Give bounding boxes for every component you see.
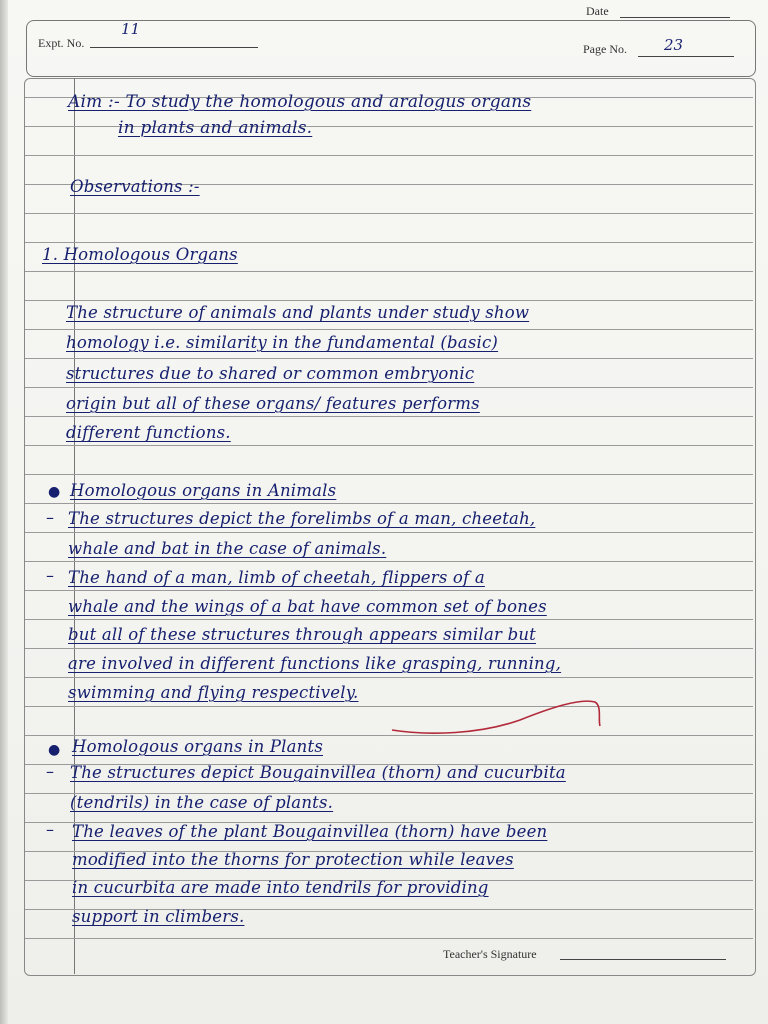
ruled-line [25, 648, 753, 649]
observations-heading: Observations :- [70, 177, 200, 196]
ruled-line [25, 271, 753, 272]
red-check-mark [390, 690, 610, 740]
page-label: Page No. [583, 42, 627, 56]
ruled-line [25, 619, 753, 620]
animals-line: are involved in different functions like grasping, running, [68, 654, 562, 673]
animals-line: The hand of a man, limb of cheetah, flippers of a [68, 568, 485, 587]
animals-line: but all of these structures through appears similar but [68, 625, 536, 644]
ruled-line [25, 474, 753, 475]
ruled-line [25, 387, 753, 388]
ruled-line [25, 590, 753, 591]
ruled-line [25, 532, 753, 533]
section-heading-homologous: 1. Homologous Organs [42, 245, 238, 264]
intro-line: different functions. [66, 423, 231, 442]
dash-icon: – [46, 508, 54, 527]
animals-line: whale and the wings of a bat have common set of bones [68, 597, 547, 616]
ruled-line [25, 503, 753, 504]
aim-line-2: in plants and animals. [118, 118, 313, 138]
ruled-line [25, 561, 753, 562]
bullet-icon: ● [48, 484, 61, 500]
plants-line: modified into the thorns for protection while leaves [72, 850, 514, 869]
intro-line: homology i.e. similarity in the fundamental (basic) [66, 333, 499, 352]
ruled-line [25, 242, 753, 243]
teacher-signature-label: Teacher's Signature [443, 947, 537, 961]
ruled-line [25, 329, 753, 330]
ruled-line [25, 735, 753, 736]
ruled-line [25, 416, 753, 417]
aim-line-1: Aim :- To study the homologous and aralogus organs [68, 92, 532, 112]
intro-line: structures due to shared or common embryonic [66, 364, 475, 383]
intro-line: origin but all of these organs/ features performs [66, 394, 480, 413]
page-value: 23 [664, 36, 684, 54]
plants-line: (tendrils) in the case of plants. [70, 793, 334, 812]
intro-line: The structure of animals and plants under study show [66, 303, 530, 322]
animals-line: whale and bat in the case of animals. [68, 539, 387, 558]
animals-line: swimming and flying respectively. [68, 683, 359, 702]
ruled-line [25, 300, 753, 301]
dash-icon: – [46, 566, 54, 585]
page-binding-edge [0, 0, 8, 1024]
ruled-line [25, 155, 753, 156]
plants-line: support in climbers. [72, 907, 245, 926]
expt-line [90, 47, 258, 48]
page-line [638, 56, 734, 57]
expt-label: Expt. No. [38, 36, 85, 50]
ruled-line [25, 706, 753, 707]
ruled-line [25, 358, 753, 359]
ruled-line [25, 445, 753, 446]
signature-line [560, 959, 726, 960]
expt-value: 11 [121, 20, 141, 38]
page-header [24, 0, 754, 78]
animals-line: The structures depict the forelimbs of a man, cheetah, [68, 509, 536, 528]
date-line [620, 17, 730, 18]
dash-icon: – [46, 762, 54, 781]
plants-heading: Homologous organs in Plants [72, 737, 323, 756]
plants-line: The structures depict Bougainvillea (thorn) and cucurbita [70, 763, 566, 782]
ruled-line [25, 938, 753, 939]
animals-heading: Homologous organs in Animals [70, 481, 337, 500]
plants-line: The leaves of the plant Bougainvillea (thorn) have been [72, 822, 548, 841]
bullet-icon: ● [48, 742, 61, 758]
ruled-line [25, 677, 753, 678]
ruled-line [25, 213, 753, 214]
dash-icon: – [46, 820, 54, 839]
plants-line: in cucurbita are made into tendrils for providing [72, 878, 489, 897]
date-label: Date [586, 4, 609, 18]
